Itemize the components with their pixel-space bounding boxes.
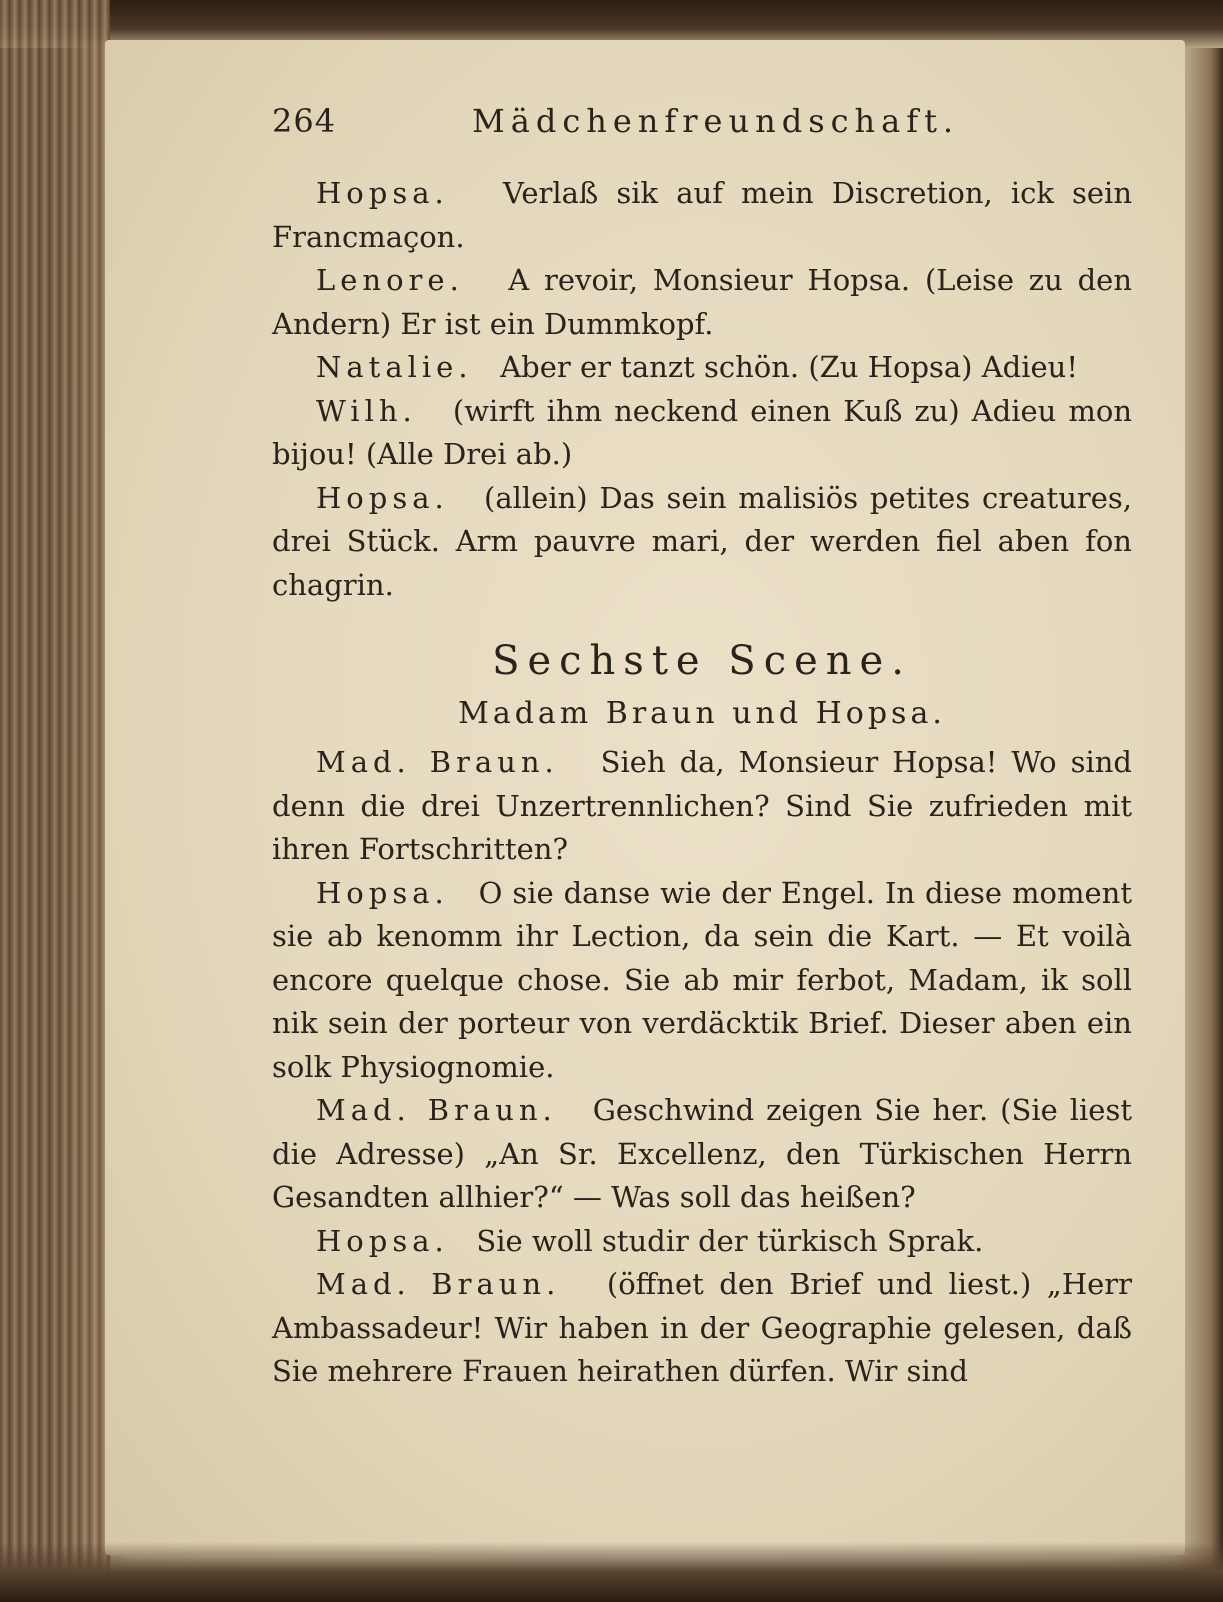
scene-cast: Madam Braun und Hopsa.: [458, 696, 946, 731]
speech-paragraph: [272, 1089, 1132, 1220]
speech-text: Verlaß sik auf mein Discretion, ick sein Francmaçon.: [272, 176, 1133, 254]
speaker-name: Mad. Braun.: [316, 1267, 561, 1301]
speech-text: Sieh da, Monsieur Hopsa! Wo sind denn die drei Unzertrennlichen? Sind Sie zufrieden mit ihren Fortschritten?: [272, 745, 1132, 866]
speech-text: Geschwind zeigen Sie her. (Sie liest die Adresse) „An Sr. Excellenz, den Türkischen Herrn Gesandten allhier?“ — Was soll das heißen?: [272, 1093, 1133, 1214]
speech-text: Sie woll studir der türkisch Sprak.: [476, 1223, 984, 1258]
speech-text: (wirft ihm neckend einen Kuß zu) Adieu mon bijou! (Alle Drei ab.): [272, 393, 1132, 471]
page-number: 264: [272, 102, 337, 140]
scene-title: Sechste Scene.: [492, 638, 912, 684]
page-content: [272, 100, 1132, 1394]
speaker-name: Mad. Braun.: [316, 745, 559, 779]
speaker-name: Lenore.: [316, 263, 464, 297]
speech-text: O sie danse wie der Engel. In diese moment sie ab kenomm ihr Lection, da sein die Kart. — Et voilà encore quelque chose. Sie ab mir ferbot, Madam, ik soll nik sein der porteur von verdäcktik Brief. Dieser aben ein solk Physiognomie.: [272, 875, 1133, 1084]
speaker-name: Hopsa.: [316, 176, 449, 210]
speech-paragraph: [272, 1220, 1132, 1264]
speaker-name: Hopsa.: [316, 1223, 449, 1258]
book-bottom-edge: [0, 1542, 1223, 1602]
speech-paragraph: [272, 259, 1132, 346]
speaker-name: Natalie.: [316, 350, 473, 384]
speech-paragraph: [272, 172, 1132, 259]
speaker-name: Hopsa.: [316, 875, 449, 910]
speaker-name: Wilh.: [316, 393, 417, 428]
speech-text: (öffnet den Brief und liest.) „Herr Ambassadeur! Wir haben in der Geographie gelesen, daß Sie mehrere Frauen heirathen dürfen. Wir sind: [272, 1267, 1133, 1388]
speech-text: A revoir, Monsieur Hopsa. (Leise zu den Andern) Er ist ein Dummkopf.: [272, 263, 1132, 341]
speech-paragraph: [272, 346, 1132, 390]
speech-paragraph: [272, 872, 1132, 1090]
page-stack-edge: [0, 0, 110, 1602]
speech-text: (allein) Das sein malisiös petites creatures, drei Stück. Arm pauvre mari, der werden fiel aben fon chagrin.: [272, 480, 1133, 602]
running-head: Mädchenfreundschaft.: [472, 102, 960, 140]
speaker-name: Hopsa.: [316, 480, 449, 515]
speech-paragraph: [272, 1263, 1132, 1394]
speech-paragraph: [272, 741, 1132, 872]
page-header: [272, 100, 1132, 160]
speaker-name: Mad. Braun.: [316, 1093, 557, 1127]
speech-paragraph: [272, 477, 1132, 608]
speech-paragraph: [272, 390, 1132, 477]
speech-text: Aber er tanzt schön. (Zu Hopsa) Adieu!: [500, 350, 1078, 384]
